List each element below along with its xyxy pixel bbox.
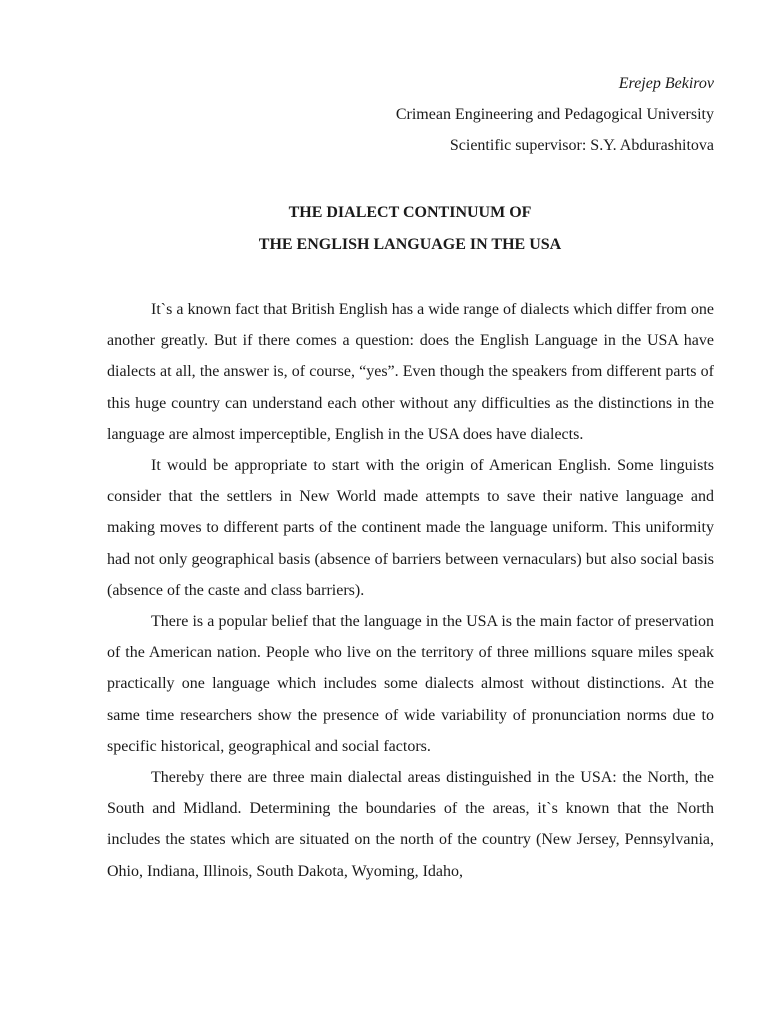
article-body [107, 294, 714, 887]
article-title [0, 197, 768, 261]
author-affiliation: Crimean Engineering and Pedagogical University [395, 106, 714, 123]
author-block [396, 68, 714, 161]
author-name: Erejep Bekirov [618, 75, 714, 92]
body-paragraph: Thereby there are three main dialectal areas distinguished in the USA: the North, the South and Midland. Determining the boundaries of the areas, it`s known that the North includes the states which are situated on the north of the country (New Jersey, Pennsylvania, Ohio, Indiana, Illinois, South Dakota, Wyoming, Idaho, [107, 769, 714, 880]
title-line-2: THE ENGLISH LANGUAGE IN THE USA [258, 236, 562, 253]
body-paragraph: It`s a known fact that British English has a wide range of dialects which differ from one another greatly. But if there comes a question: does the English Language in the USA have dialects at all, the answer is, of course, “yes”. Even though the speakers from different parts of this huge country can understand each other without any difficulties as the distinctions in the language are almost imperceptible, English in the USA does have dialects. [107, 301, 714, 443]
body-paragraph: There is a popular belief that the language in the USA is the main factor of preservation of the American nation. People who live on the territory of three millions square miles speak practically one language which includes some dialects almost without distinctions. At the same time researchers show the presence of wide variability of pronunciation norms due to specific historical, geographical and social factors. [107, 613, 714, 755]
title-line-1: THE DIALECT CONTINUUM OF [288, 204, 532, 221]
body-paragraph: It would be appropriate to start with the origin of American English. Some linguists consider that the settlers in New World made attempts to save their native language and making moves to different parts of the continent made the language uniform. This uniformity had not only geographical basis (absence of barriers between vernaculars) but also social basis (absence of the caste and class barriers). [107, 457, 714, 599]
scientific-supervisor: Scientific supervisor: S.Y. Abdurashitova [449, 137, 714, 154]
